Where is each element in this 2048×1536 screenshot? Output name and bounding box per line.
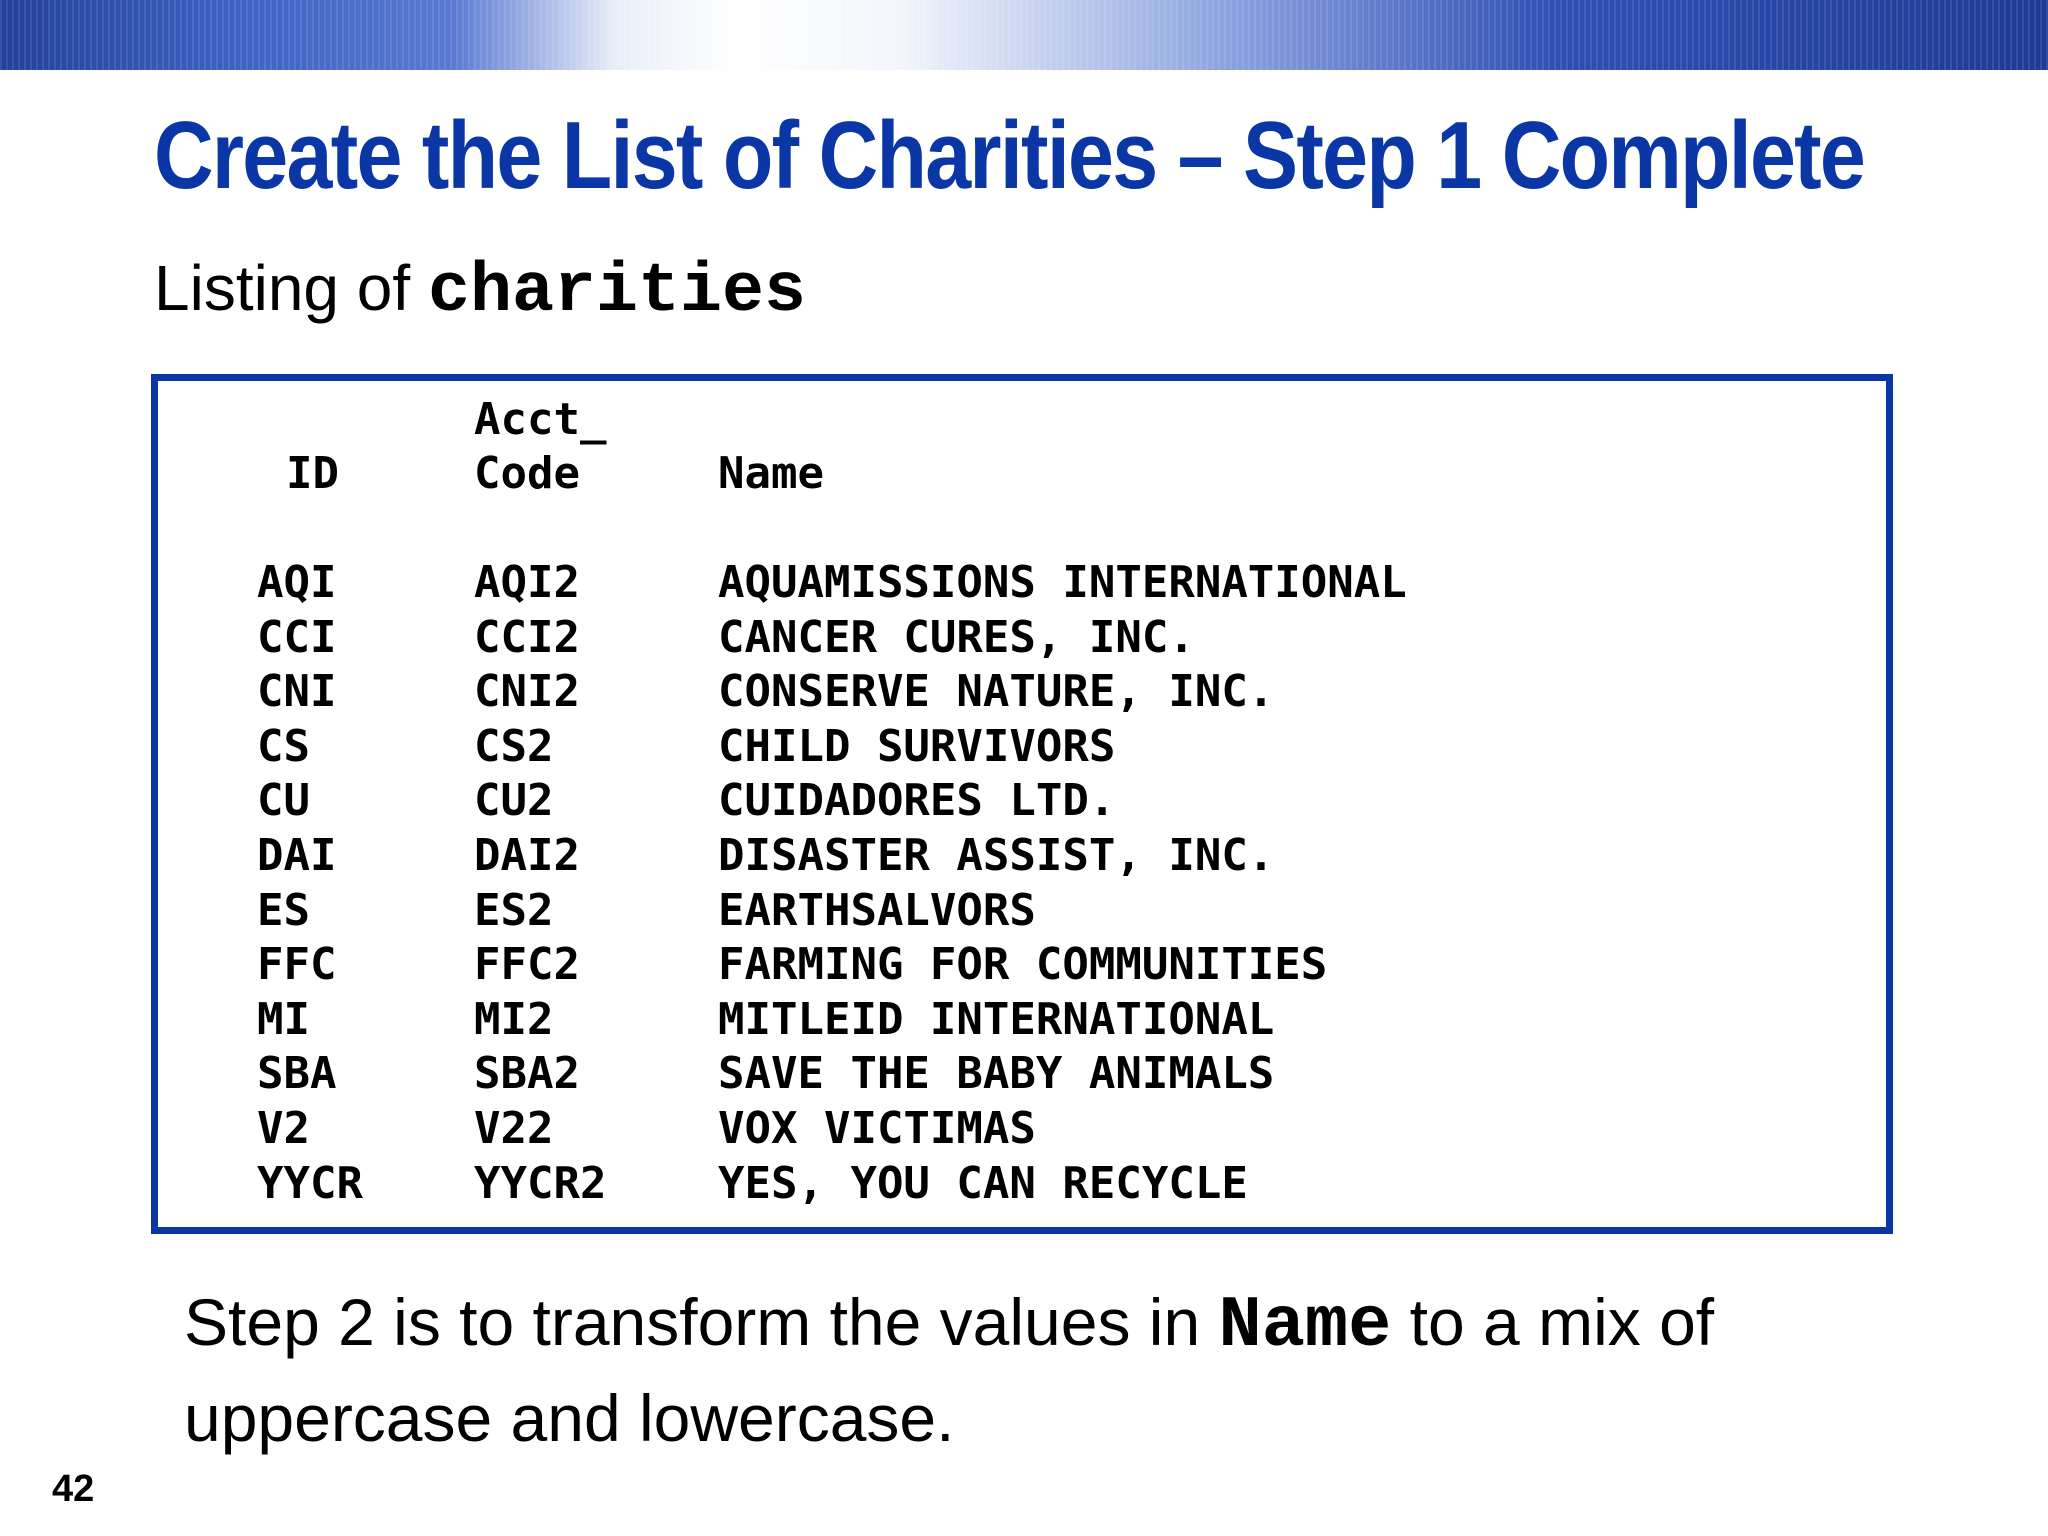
cell-name: EARTHSALVORS (718, 884, 1036, 936)
header-name: Name (718, 448, 824, 499)
cell-id: FFC (257, 939, 337, 991)
step2-text-after: to a mix of uppercase and lowercase. (184, 1285, 1715, 1455)
variable-name: Name (1218, 1285, 1392, 1367)
cell-acct-code: FFC2 (474, 939, 580, 991)
cell-acct-code: DAI2 (474, 830, 580, 881)
cell-id: MI (257, 993, 310, 1045)
cell-acct-code: YYCR2 (474, 1157, 607, 1209)
cell-acct-code: CCI2 (474, 611, 580, 663)
table-row (158, 1157, 1886, 1211)
cell-id: CNI (257, 666, 337, 718)
cell-name: CANCER CURES, INC. (718, 611, 1195, 663)
cell-name: YES, YOU CAN RECYCLE (718, 1157, 1248, 1209)
table-row (158, 884, 1886, 938)
cell-acct-code: CU2 (474, 775, 554, 827)
cell-acct-code: ES2 (474, 884, 554, 936)
table-row (158, 1047, 1886, 1101)
cell-acct-code: CNI2 (474, 666, 580, 718)
cell-id: CCI (257, 611, 337, 663)
top-banner (0, 0, 2048, 70)
step2-description (184, 1276, 1884, 1464)
listing-output-box (151, 374, 1893, 1234)
table-row (158, 774, 1886, 828)
cell-id: AQI (257, 557, 337, 608)
cell-acct-code: SBA2 (474, 1048, 580, 1100)
table-row (158, 829, 1886, 883)
cell-acct-code: CS2 (474, 720, 554, 772)
cell-id: SBA (257, 1048, 337, 1100)
table-row (158, 938, 1886, 992)
cell-name: MITLEID INTERNATIONAL (718, 993, 1275, 1045)
cell-id: V2 (257, 1103, 310, 1154)
step2-text-before: Step 2 is to transform the values in (184, 1285, 1219, 1359)
table-row (158, 556, 1886, 610)
cell-name: CUIDADORES LTD. (718, 775, 1116, 827)
cell-name: DISASTER ASSIST, INC. (718, 830, 1275, 881)
header-acct-code-line1: Acct_ (474, 394, 607, 445)
cell-id: DAI (257, 830, 337, 881)
cell-name: FARMING FOR COMMUNITIES (718, 939, 1328, 991)
page-number: 42 (52, 1468, 95, 1510)
cell-id: YYCR (257, 1157, 363, 1209)
listing-table (158, 381, 1886, 1227)
cell-id: ES (257, 884, 310, 936)
header-acct-code-line2: Code (474, 448, 580, 499)
dataset-name: charities (427, 253, 806, 332)
cell-acct-code: AQI2 (474, 557, 580, 608)
cell-acct-code: V22 (474, 1103, 554, 1154)
cell-name: CONSERVE NATURE, INC. (718, 666, 1275, 718)
listing-subtitle (154, 246, 806, 335)
cell-name: CHILD SURVIVORS (718, 720, 1116, 772)
cell-id: CU (257, 775, 310, 827)
cell-acct-code: MI2 (474, 993, 554, 1045)
table-row (158, 993, 1886, 1047)
slide-title: Create the List of Charities – Step 1 Complete (154, 102, 1865, 209)
table-row (158, 611, 1886, 665)
cell-name: SAVE THE BABY ANIMALS (718, 1048, 1275, 1100)
table-row (158, 1102, 1886, 1156)
cell-id: CS (257, 720, 310, 772)
subtitle-prefix: Listing of (154, 252, 428, 324)
cell-name: VOX VICTIMAS (718, 1103, 1036, 1154)
table-row (158, 720, 1886, 774)
cell-name: AQUAMISSIONS INTERNATIONAL (718, 557, 1407, 608)
table-row (158, 665, 1886, 719)
header-id: ID (286, 448, 339, 499)
